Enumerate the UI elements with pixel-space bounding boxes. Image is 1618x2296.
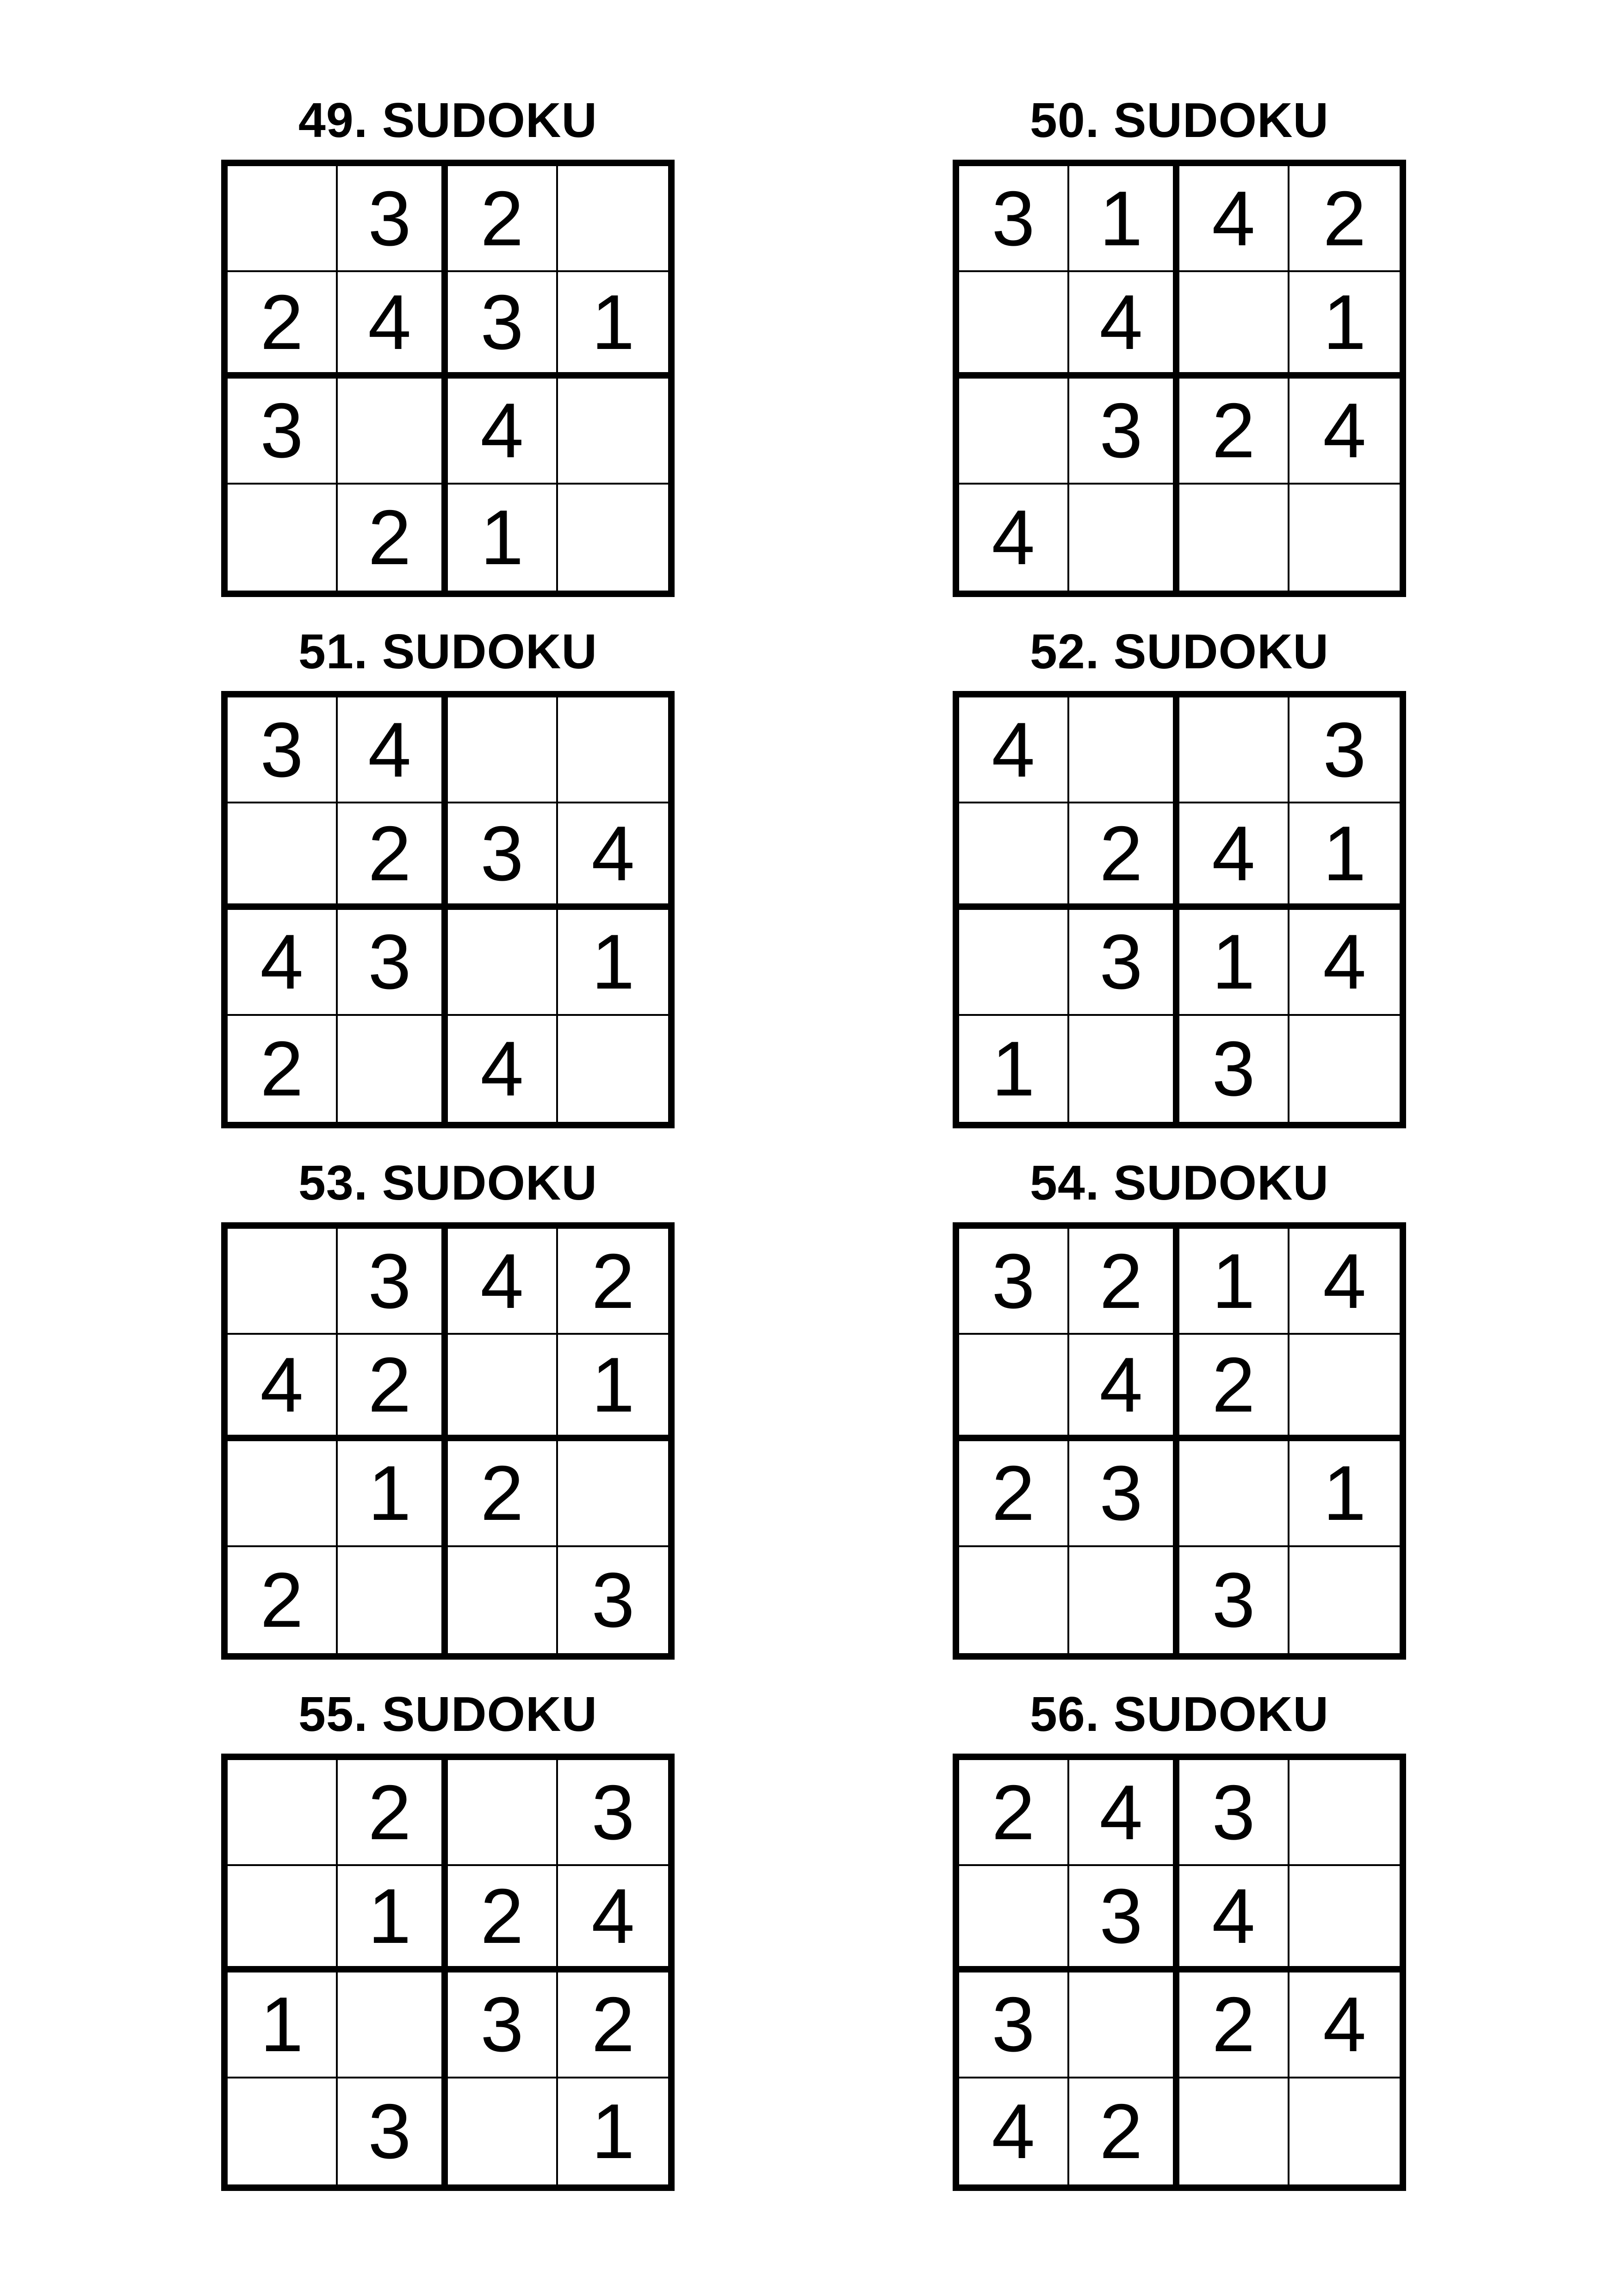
puzzle-title: 55. SUDOKU [298,1687,598,1742]
grid-cell[interactable]: 4 [1069,1760,1179,1866]
grid-cell[interactable]: 3 [228,379,338,485]
puzzle-title: 50. SUDOKU [1029,93,1329,148]
grid-cell[interactable] [1289,1335,1400,1441]
grid-cell[interactable] [1289,1760,1400,1866]
grid-cell[interactable] [1069,1016,1179,1122]
grid-cell[interactable] [338,379,448,485]
grid-cell[interactable]: 2 [448,166,558,272]
grid-cell[interactable]: 4 [1179,166,1289,272]
sudoku-grid [221,1754,675,2191]
grid-cell[interactable]: 1 [959,1016,1069,1122]
grid-cell[interactable] [558,379,668,485]
grid-cell[interactable]: 3 [338,910,448,1016]
grid-cell[interactable]: 2 [338,1335,448,1441]
grid-cell[interactable] [1179,697,1289,803]
grid-cell[interactable]: 3 [228,697,338,803]
grid-cell[interactable] [558,166,668,272]
grid-cell[interactable] [338,1972,448,2078]
grid-cell[interactable]: 4 [1289,910,1400,1016]
grid-cell[interactable]: 2 [338,1760,448,1866]
sudoku-grid [953,691,1406,1128]
grid-cell[interactable]: 1 [228,1972,338,2078]
grid-cell[interactable]: 4 [1289,1972,1400,2078]
puzzle-title: 49. SUDOKU [298,93,598,148]
puzzle-title: 51. SUDOKU [298,624,598,679]
grid-cell[interactable] [448,1760,558,1866]
grid-cell[interactable]: 4 [1179,1866,1289,1972]
grid-cell[interactable]: 4 [228,910,338,1016]
sudoku-grid [221,160,675,597]
grid-cell[interactable] [228,1760,338,1866]
grid-cell[interactable]: 3 [338,166,448,272]
grid-cell[interactable] [959,1866,1069,1972]
grid-cell[interactable]: 3 [1069,910,1179,1016]
grid-cell[interactable]: 4 [558,803,668,909]
grid-cell[interactable]: 2 [448,1441,558,1547]
grid-cell[interactable]: 3 [959,1229,1069,1335]
grid-cell[interactable]: 4 [1289,1229,1400,1335]
puzzle-title: 53. SUDOKU [298,1156,598,1210]
grid-cell[interactable] [228,1229,338,1335]
grid-cell[interactable]: 3 [448,272,558,378]
grid-cell[interactable] [448,910,558,1016]
grid-cell[interactable] [448,1335,558,1441]
grid-cell[interactable] [558,485,668,591]
grid-cell[interactable]: 1 [1069,166,1179,272]
grid-cell[interactable]: 3 [1289,697,1400,803]
grid-cell[interactable]: 2 [959,1760,1069,1866]
grid-cell[interactable] [1289,485,1400,591]
grid-cell[interactable]: 3 [1179,1016,1289,1122]
grid-cell[interactable]: 1 [1179,910,1289,1016]
grid-cell[interactable]: 4 [448,1016,558,1122]
grid-cell[interactable]: 4 [448,379,558,485]
grid-cell[interactable]: 1 [1289,803,1400,909]
grid-cell[interactable]: 1 [558,1335,668,1441]
grid-cell[interactable]: 3 [1069,1866,1179,1972]
grid-cell[interactable] [228,1441,338,1547]
grid-cell[interactable] [1179,2078,1289,2184]
grid-cell[interactable] [1289,1866,1400,1972]
grid-cell[interactable]: 3 [448,1972,558,2078]
grid-cell[interactable]: 3 [448,803,558,909]
grid-cell[interactable]: 4 [1069,272,1179,378]
grid-cell[interactable]: 2 [1289,166,1400,272]
grid-cell[interactable] [1179,485,1289,591]
grid-cell[interactable]: 1 [338,1866,448,1972]
grid-cell[interactable] [959,910,1069,1016]
grid-cell[interactable]: 3 [1069,379,1179,485]
grid-cell[interactable] [228,485,338,591]
sudoku-grid [221,691,675,1128]
grid-cell[interactable] [1069,1972,1179,2078]
grid-cell[interactable]: 4 [1179,803,1289,909]
grid-cell[interactable]: 3 [959,1972,1069,2078]
grid-cell[interactable] [1069,697,1179,803]
grid-cell[interactable]: 3 [1179,1547,1289,1653]
grid-cell[interactable]: 1 [1289,1441,1400,1547]
grid-cell[interactable]: 2 [228,272,338,378]
grid-cell[interactable] [558,1016,668,1122]
sudoku-grid [953,1222,1406,1660]
grid-cell[interactable]: 4 [558,1866,668,1972]
grid-cell[interactable] [228,803,338,909]
grid-cell[interactable] [1289,1547,1400,1653]
grid-cell[interactable]: 4 [228,1335,338,1441]
grid-cell[interactable] [1179,272,1289,378]
grid-cell[interactable]: 4 [1069,1335,1179,1441]
grid-cell[interactable] [1289,2078,1400,2184]
grid-cell[interactable]: 2 [338,803,448,909]
grid-cell[interactable]: 1 [448,485,558,591]
grid-cell[interactable] [558,1441,668,1547]
grid-cell[interactable]: 1 [338,1441,448,1547]
grid-cell[interactable]: 3 [338,2078,448,2184]
puzzle-title: 56. SUDOKU [1029,1687,1329,1742]
grid-cell[interactable]: 2 [338,485,448,591]
grid-cell[interactable]: 2 [959,1441,1069,1547]
grid-cell[interactable]: 2 [1179,379,1289,485]
grid-cell[interactable] [959,803,1069,909]
grid-cell[interactable]: 4 [1289,379,1400,485]
sudoku-grid [953,1754,1406,2191]
sudoku-grid [953,160,1406,597]
grid-cell[interactable]: 2 [448,1866,558,1972]
grid-cell[interactable]: 3 [1179,1760,1289,1866]
grid-cell[interactable] [1069,1547,1179,1653]
grid-cell[interactable] [959,1547,1069,1653]
grid-cell[interactable]: 2 [1069,2078,1179,2184]
grid-cell[interactable]: 3 [591,1556,635,1644]
grid-cell[interactable]: 2 [1179,1335,1289,1441]
grid-cell[interactable]: 2 [1069,1229,1179,1335]
grid-cell[interactable]: 3 [1069,1441,1179,1547]
grid-cell[interactable] [228,2078,338,2184]
grid-cell[interactable]: 2 [558,1972,668,2078]
puzzle-title: 54. SUDOKU [1029,1156,1329,1210]
grid-cell[interactable] [228,1866,338,1972]
grid-cell[interactable]: 2 [1069,803,1179,909]
grid-cell[interactable] [448,2078,558,2184]
grid-cell[interactable]: 2 [558,1229,668,1335]
grid-cell[interactable]: 4 [448,1229,558,1335]
grid-cell[interactable] [1179,1441,1289,1547]
grid-cell[interactable]: 2 [228,1016,338,1122]
grid-cell[interactable]: 4 [338,272,448,378]
grid-cell[interactable]: 3 [558,1760,668,1866]
grid-cell[interactable] [228,166,338,272]
grid-cell[interactable]: 1 [1289,272,1400,378]
grid-cell[interactable]: 1 [558,272,668,378]
grid-cell[interactable] [1289,1016,1400,1122]
grid-cell[interactable] [448,1547,558,1653]
grid-cell[interactable]: 1 [591,2088,635,2175]
grid-cell[interactable] [338,1016,448,1122]
grid-cell[interactable]: 2 [1179,1972,1289,2078]
grid-cell[interactable] [959,1335,1069,1441]
grid-cell[interactable]: 1 [558,910,668,1016]
grid-cell[interactable] [959,379,1069,485]
puzzle-title: 52. SUDOKU [1029,624,1329,679]
grid-cell[interactable] [959,272,1069,378]
grid-cell[interactable]: 4 [959,485,1069,591]
grid-cell[interactable] [1069,485,1179,591]
grid-cell[interactable]: 4 [338,697,448,803]
grid-cell[interactable]: 3 [338,1229,448,1335]
grid-cell[interactable]: 2 [228,1547,338,1653]
grid-cell[interactable]: 1 [1179,1229,1289,1335]
sudoku-grid [221,1222,675,1660]
grid-cell[interactable] [448,697,558,803]
grid-cell[interactable] [338,1547,448,1653]
grid-cell[interactable]: 4 [959,2078,1069,2184]
grid-cell[interactable]: 3 [959,166,1069,272]
grid-cell[interactable]: 4 [959,697,1069,803]
grid-cell[interactable] [558,697,668,803]
